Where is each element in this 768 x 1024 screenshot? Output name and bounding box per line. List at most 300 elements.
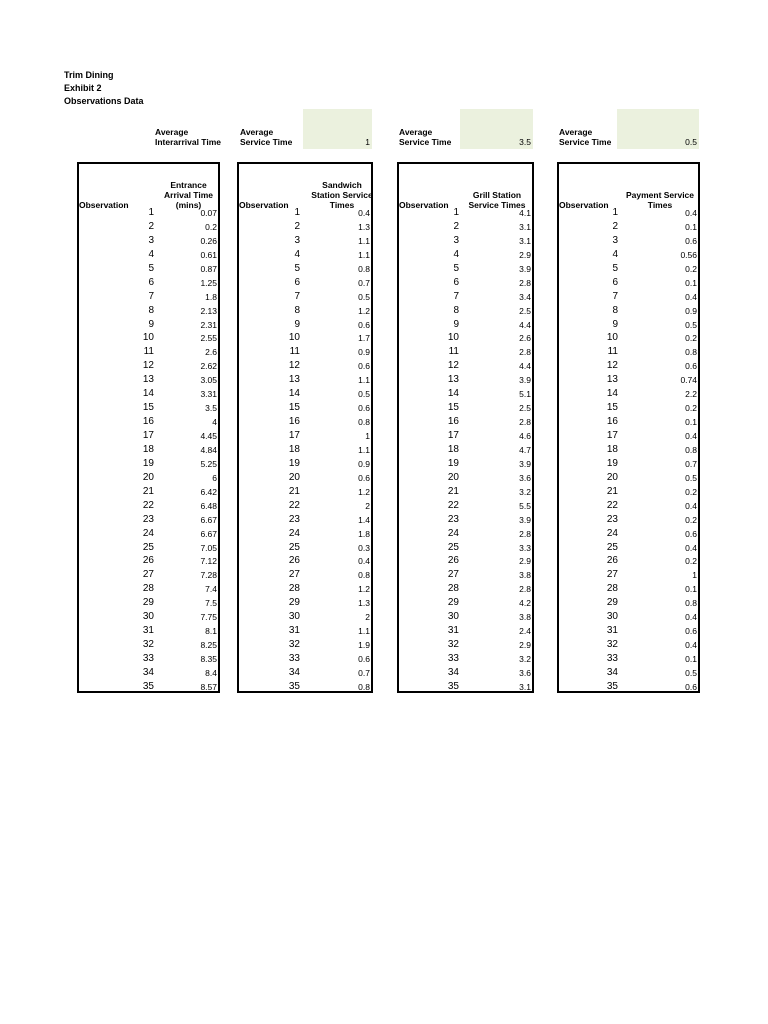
observation-value[interactable]: 1.1 [358, 626, 370, 637]
table-row [79, 206, 218, 220]
observation-value[interactable]: 0.4 [685, 431, 697, 441]
observation-number: 6 [294, 276, 300, 288]
table-row [79, 276, 218, 290]
observation-number: 5 [453, 262, 459, 274]
observation-value[interactable]: 5.5 [519, 500, 531, 511]
table-row [79, 541, 218, 555]
observation-value[interactable]: 0.6 [358, 403, 370, 414]
observation-value[interactable]: 4.1 [519, 208, 531, 218]
observation-number: 2 [294, 220, 300, 232]
observation-value[interactable]: 0.5 [685, 472, 697, 483]
summary-sandwich [240, 109, 372, 149]
table-row [559, 680, 698, 694]
observation-value[interactable]: 2.62 [200, 361, 217, 372]
observation-value[interactable]: 8.4 [205, 667, 217, 678]
observation-value[interactable]: 7.4 [205, 584, 217, 595]
observation-value[interactable]: 0.9 [685, 305, 697, 316]
table-row [239, 541, 371, 555]
table-row [559, 262, 698, 276]
table-row [239, 666, 371, 680]
observation-value[interactable]: 7.12 [200, 556, 217, 567]
observation-value[interactable]: 0.5 [685, 319, 697, 330]
observation-number: 28 [606, 583, 618, 595]
table-row [79, 429, 218, 443]
observation-number: 16 [288, 416, 300, 428]
table-row [559, 234, 698, 248]
table-row [559, 276, 698, 290]
observation-value[interactable]: 0.8 [358, 417, 370, 428]
table-row [239, 624, 371, 638]
observation-value[interactable]: 0.6 [685, 528, 697, 539]
observation-value[interactable]: 0.1 [685, 654, 697, 664]
observation-value[interactable]: 1.1 [358, 249, 370, 260]
observation-value[interactable]: 3.9 [519, 458, 531, 469]
observation-value[interactable]: 1.3 [358, 221, 370, 232]
observation-value[interactable]: 1.4 [358, 514, 370, 525]
table-row [79, 554, 218, 568]
observation-value[interactable]: 0.26 [200, 235, 217, 246]
table-payment-service [557, 162, 700, 693]
observation-value[interactable]: 2 [365, 612, 370, 623]
table-row [399, 276, 532, 290]
observation-value[interactable]: 6.42 [200, 486, 217, 497]
observation-value[interactable]: 0.87 [200, 263, 217, 274]
table-row [399, 401, 532, 415]
table-row [399, 680, 532, 694]
observation-value[interactable]: 2.31 [200, 319, 217, 330]
observation-number: 20 [288, 471, 300, 483]
observation-number: 23 [447, 513, 459, 525]
observation-value[interactable]: 7.05 [200, 542, 217, 553]
observation-value[interactable]: 8.25 [200, 640, 217, 651]
observation-number: 2 [148, 220, 154, 232]
observation-number: 10 [447, 332, 459, 344]
observation-number: 5 [294, 262, 300, 274]
observation-value[interactable]: 0.1 [685, 277, 697, 288]
observation-number: 9 [148, 318, 154, 330]
observation-value[interactable]: 0.2 [685, 556, 697, 567]
observation-value[interactable]: 1.3 [358, 598, 370, 609]
observation-value[interactable]: 3.8 [519, 612, 531, 623]
observation-value[interactable]: 1.2 [358, 584, 370, 595]
table-row [559, 513, 698, 527]
observation-value[interactable]: 8.35 [200, 654, 217, 664]
table-row [559, 415, 698, 429]
observation-value[interactable]: 0.5 [358, 291, 370, 302]
observation-value[interactable]: 0.4 [685, 640, 697, 651]
observation-number: 27 [142, 569, 154, 581]
observation-number: 23 [606, 513, 618, 525]
observation-value[interactable]: 5.25 [200, 458, 217, 469]
table-row [559, 220, 698, 234]
observation-value[interactable]: 0.7 [685, 458, 697, 469]
observation-value[interactable]: 1.2 [358, 305, 370, 316]
observation-number: 35 [288, 680, 300, 692]
observation-value[interactable]: 0.4 [685, 208, 697, 218]
table-row [79, 304, 218, 318]
table-row [559, 471, 698, 485]
table-row [559, 248, 698, 262]
observation-number: 1 [612, 207, 618, 218]
observation-value[interactable]: 1.9 [358, 640, 370, 651]
observation-number: 26 [606, 555, 618, 567]
observation-number: 22 [142, 499, 154, 511]
observation-value[interactable]: 0.3 [358, 542, 370, 553]
observation-number: 25 [288, 541, 300, 553]
observation-number: 8 [453, 304, 459, 316]
table-row [79, 345, 218, 359]
observation-value[interactable]: 3.5 [205, 403, 217, 414]
observation-value[interactable]: 1.1 [358, 375, 370, 386]
table-row [79, 457, 218, 471]
observation-value[interactable]: 0.56 [680, 249, 697, 260]
observation-number: 20 [447, 471, 459, 483]
observation-number: 35 [447, 680, 459, 692]
observation-value[interactable]: 6.67 [200, 528, 217, 539]
observation-value[interactable]: 2.9 [519, 556, 531, 567]
table-row [239, 262, 371, 276]
observation-value[interactable]: 0.1 [685, 221, 697, 232]
observation-value[interactable]: 0.5 [685, 667, 697, 678]
observation-value[interactable]: 0.2 [685, 514, 697, 525]
summary-value-cell[interactable] [303, 109, 372, 149]
observation-number: 17 [288, 430, 300, 441]
observation-value[interactable]: 3.8 [519, 570, 531, 581]
observation-number: 20 [142, 471, 154, 483]
observation-value[interactable]: 0.1 [685, 584, 697, 595]
observation-value[interactable]: 3.1 [519, 681, 531, 692]
observation-value[interactable]: 0.2 [685, 263, 697, 274]
observation-value[interactable]: 0.4 [358, 556, 370, 567]
observation-value[interactable]: 6.67 [200, 514, 217, 525]
table-row [399, 206, 532, 220]
observation-value[interactable]: 0.1 [685, 417, 697, 428]
observation-header: Observation [399, 200, 449, 210]
table-row [239, 345, 371, 359]
observation-number: 34 [606, 666, 618, 678]
table-row [239, 652, 371, 666]
observation-value[interactable]: 0.2 [685, 333, 697, 344]
table-row [399, 471, 532, 485]
observation-number: 4 [148, 248, 154, 260]
observation-value[interactable]: 0.6 [685, 626, 697, 637]
table-row [399, 596, 532, 610]
table-row [399, 304, 532, 318]
observation-number: 8 [148, 304, 154, 316]
table-row [239, 387, 371, 401]
observation-number: 31 [606, 625, 618, 637]
observation-number: 30 [288, 611, 300, 623]
observation-number: 2 [453, 220, 459, 232]
table-row [239, 527, 371, 541]
observation-number: 24 [447, 527, 459, 539]
table-row [559, 443, 698, 457]
observation-value[interactable]: 0.4 [685, 500, 697, 511]
observation-value[interactable]: 2.8 [519, 347, 531, 358]
observation-value[interactable]: 2.8 [519, 277, 531, 288]
observation-value[interactable]: 0.7 [358, 667, 370, 678]
table-row [239, 331, 371, 345]
table-row [239, 638, 371, 652]
observation-value[interactable]: 2.2 [685, 389, 697, 400]
observation-value[interactable]: 0.61 [200, 249, 217, 260]
observation-value[interactable]: 0.8 [685, 444, 697, 455]
observation-value[interactable]: 2.9 [519, 640, 531, 651]
table-row [399, 485, 532, 499]
observation-number: 32 [447, 639, 459, 651]
table-row [79, 680, 218, 694]
observation-value[interactable]: 2.8 [519, 584, 531, 595]
observation-value[interactable]: 0.4 [358, 208, 370, 218]
observation-number: 3 [453, 234, 459, 246]
observation-number: 12 [288, 360, 300, 372]
table-row [79, 638, 218, 652]
observation-value[interactable]: 4.2 [519, 598, 531, 609]
observation-value[interactable]: 4.4 [519, 361, 531, 372]
table-row [239, 568, 371, 582]
observation-value[interactable]: 1.2 [358, 486, 370, 497]
table-row [559, 457, 698, 471]
table-header [239, 172, 371, 210]
observation-value[interactable]: 2.5 [519, 305, 531, 316]
observation-value[interactable]: 2 [365, 500, 370, 511]
observation-value[interactable]: 0.2 [685, 486, 697, 497]
observation-value[interactable]: 1.25 [200, 277, 217, 288]
observation-value[interactable]: 4.45 [200, 431, 217, 441]
table-row [399, 610, 532, 624]
value-header: Sandwich Station Service Times [311, 180, 373, 210]
observation-number: 19 [288, 457, 300, 469]
observation-value[interactable]: 3.4 [519, 291, 531, 302]
observation-value[interactable]: 3.9 [519, 263, 531, 274]
summary-value-cell[interactable] [617, 109, 699, 149]
table-row [239, 610, 371, 624]
observation-number: 25 [142, 541, 154, 553]
observation-value[interactable]: 3.1 [519, 235, 531, 246]
observation-value[interactable]: 1.7 [358, 333, 370, 344]
observation-value[interactable]: 8.1 [205, 626, 217, 637]
observation-value[interactable]: 2.5 [519, 403, 531, 414]
observation-value[interactable]: 0.2 [205, 221, 217, 232]
observation-number: 8 [294, 304, 300, 316]
observation-value[interactable]: 2.55 [200, 333, 217, 344]
observation-value[interactable]: 3.3 [519, 542, 531, 553]
observation-value[interactable]: 2.8 [519, 417, 531, 428]
observation-value[interactable]: 0.6 [685, 681, 697, 692]
observation-value[interactable]: 0.9 [358, 347, 370, 358]
observation-value[interactable]: 1.1 [358, 235, 370, 246]
table-row [399, 415, 532, 429]
observation-value[interactable]: 0.6 [358, 361, 370, 372]
observation-value[interactable]: 2.9 [519, 249, 531, 260]
observation-value[interactable]: 0.07 [200, 208, 217, 218]
observation-value[interactable]: 7.5 [205, 598, 217, 609]
observation-number: 24 [606, 527, 618, 539]
observation-value[interactable]: 0.4 [685, 291, 697, 302]
observation-value[interactable]: 1.8 [358, 528, 370, 539]
observation-number: 5 [148, 262, 154, 274]
observation-value[interactable]: 2.6 [519, 333, 531, 344]
observation-value[interactable]: 0.4 [685, 542, 697, 553]
observation-value[interactable]: 0.8 [358, 263, 370, 274]
observation-value[interactable]: 4.7 [519, 444, 531, 455]
observation-value[interactable]: 5.1 [519, 389, 531, 400]
observation-number: 11 [607, 346, 618, 358]
observation-number: 9 [453, 318, 459, 330]
observation-number: 16 [606, 416, 618, 428]
observation-number: 30 [142, 611, 154, 623]
table-row [239, 680, 371, 694]
table-row [559, 499, 698, 513]
observation-number: 22 [447, 499, 459, 511]
table-row [559, 541, 698, 555]
observation-number: 10 [606, 332, 618, 344]
observation-number: 11 [289, 346, 300, 358]
observation-number: 33 [288, 653, 300, 664]
observation-value[interactable]: 0.6 [685, 361, 697, 372]
observation-number: 22 [288, 499, 300, 511]
observation-value[interactable]: 2.8 [519, 528, 531, 539]
observation-number: 23 [288, 513, 300, 525]
observation-value[interactable]: 3.2 [519, 486, 531, 497]
observation-value[interactable]: 0.8 [685, 347, 697, 358]
table-row [239, 457, 371, 471]
table-row [79, 415, 218, 429]
observation-number: 33 [447, 653, 459, 664]
table-header [559, 172, 698, 210]
table-row [239, 206, 371, 220]
observation-value[interactable]: 1.8 [205, 291, 217, 302]
summary-interarrival [155, 109, 235, 149]
observation-value[interactable]: 2.4 [519, 626, 531, 637]
observation-value[interactable]: 6.48 [200, 500, 217, 511]
observation-value[interactable]: 3.1 [519, 221, 531, 232]
observation-number: 1 [294, 207, 300, 218]
observation-number: 17 [447, 430, 459, 441]
table-row [79, 652, 218, 666]
observation-value[interactable]: 0.2 [685, 403, 697, 414]
observation-number: 7 [148, 290, 154, 302]
observation-value[interactable]: 0.6 [358, 319, 370, 330]
observation-value[interactable]: 0.8 [358, 681, 370, 692]
table-row [239, 276, 371, 290]
observation-number: 7 [294, 290, 300, 302]
observation-value[interactable]: 1 [365, 431, 370, 441]
observation-number: 35 [606, 680, 618, 692]
observation-number: 16 [142, 416, 154, 428]
table-row [559, 624, 698, 638]
observation-value[interactable]: 0.8 [685, 598, 697, 609]
observation-value[interactable]: 1 [692, 570, 697, 581]
observation-number: 33 [606, 653, 618, 664]
observation-number: 13 [606, 374, 618, 386]
table-row [79, 624, 218, 638]
observation-number: 25 [606, 541, 618, 553]
observation-number: 31 [447, 625, 459, 637]
observation-value[interactable]: 4.6 [519, 431, 531, 441]
observation-value[interactable]: 8.57 [200, 681, 217, 692]
table-row [79, 387, 218, 401]
observation-value[interactable]: 3.9 [519, 514, 531, 525]
observation-value[interactable]: 6 [212, 472, 217, 483]
observation-value[interactable]: 0.6 [358, 472, 370, 483]
observation-value[interactable]: 7.75 [200, 612, 217, 623]
table-row [239, 304, 371, 318]
observation-number: 22 [606, 499, 618, 511]
value-header: Grill Station Service Times [468, 190, 526, 210]
observation-number: 32 [606, 639, 618, 651]
table-row [239, 582, 371, 596]
observation-value[interactable]: 0.6 [358, 654, 370, 664]
observation-value[interactable]: 1.1 [358, 444, 370, 455]
report-title: Trim Dining [64, 70, 114, 80]
observation-value[interactable]: 3.9 [519, 375, 531, 386]
table-row [399, 429, 532, 443]
observation-number: 18 [288, 443, 300, 455]
observation-header: Observation [559, 200, 609, 210]
summary-value: 0.5 [685, 137, 697, 147]
table-row [559, 331, 698, 345]
observation-number: 1 [148, 207, 154, 218]
observation-value[interactable]: 3.05 [200, 375, 217, 386]
observation-number: 11 [448, 346, 459, 358]
observation-number: 30 [447, 611, 459, 623]
table-row [79, 499, 218, 513]
observation-value[interactable]: 0.9 [358, 458, 370, 469]
observation-value[interactable]: 0.6 [685, 235, 697, 246]
observation-value[interactable]: 4.84 [200, 444, 217, 455]
table-row [399, 443, 532, 457]
table-row [559, 582, 698, 596]
observation-value[interactable]: 3.2 [519, 654, 531, 664]
summary-label: Average Service Time [559, 127, 612, 147]
observation-value[interactable]: 3.6 [519, 472, 531, 483]
observation-number: 24 [142, 527, 154, 539]
observation-value[interactable]: 0.74 [680, 375, 697, 386]
table-row [399, 513, 532, 527]
value-header: Entrance Arrival Time (mins) [164, 180, 213, 210]
table-row [79, 318, 218, 332]
observation-number: 21 [606, 485, 618, 497]
observation-value[interactable]: 7.28 [200, 570, 217, 581]
observation-value[interactable]: 2.13 [200, 305, 217, 316]
table-rows [79, 206, 218, 694]
summary-value-cell[interactable] [460, 109, 533, 149]
table-sandwich-station [237, 162, 373, 693]
observation-number: 20 [606, 471, 618, 483]
table-row [559, 485, 698, 499]
observation-value[interactable]: 0.4 [685, 612, 697, 623]
observation-value[interactable]: 3.6 [519, 667, 531, 678]
observation-value[interactable]: 0.8 [358, 570, 370, 581]
observation-value[interactable]: 2.6 [205, 347, 217, 358]
observation-number: 2 [612, 220, 618, 232]
table-row [559, 345, 698, 359]
observation-number: 34 [288, 666, 300, 678]
observation-value[interactable]: 4.4 [519, 319, 531, 330]
observation-value[interactable]: 3.31 [200, 389, 217, 400]
observation-value[interactable]: 4 [212, 417, 217, 428]
observation-value[interactable]: 0.5 [358, 389, 370, 400]
section-title: Observations Data [64, 96, 144, 106]
table-row [399, 624, 532, 638]
exhibit-label: Exhibit 2 [64, 83, 102, 93]
table-row [399, 387, 532, 401]
table-row [559, 290, 698, 304]
observation-number: 13 [447, 374, 459, 386]
observation-value[interactable]: 0.7 [358, 277, 370, 288]
table-rows [559, 206, 698, 694]
